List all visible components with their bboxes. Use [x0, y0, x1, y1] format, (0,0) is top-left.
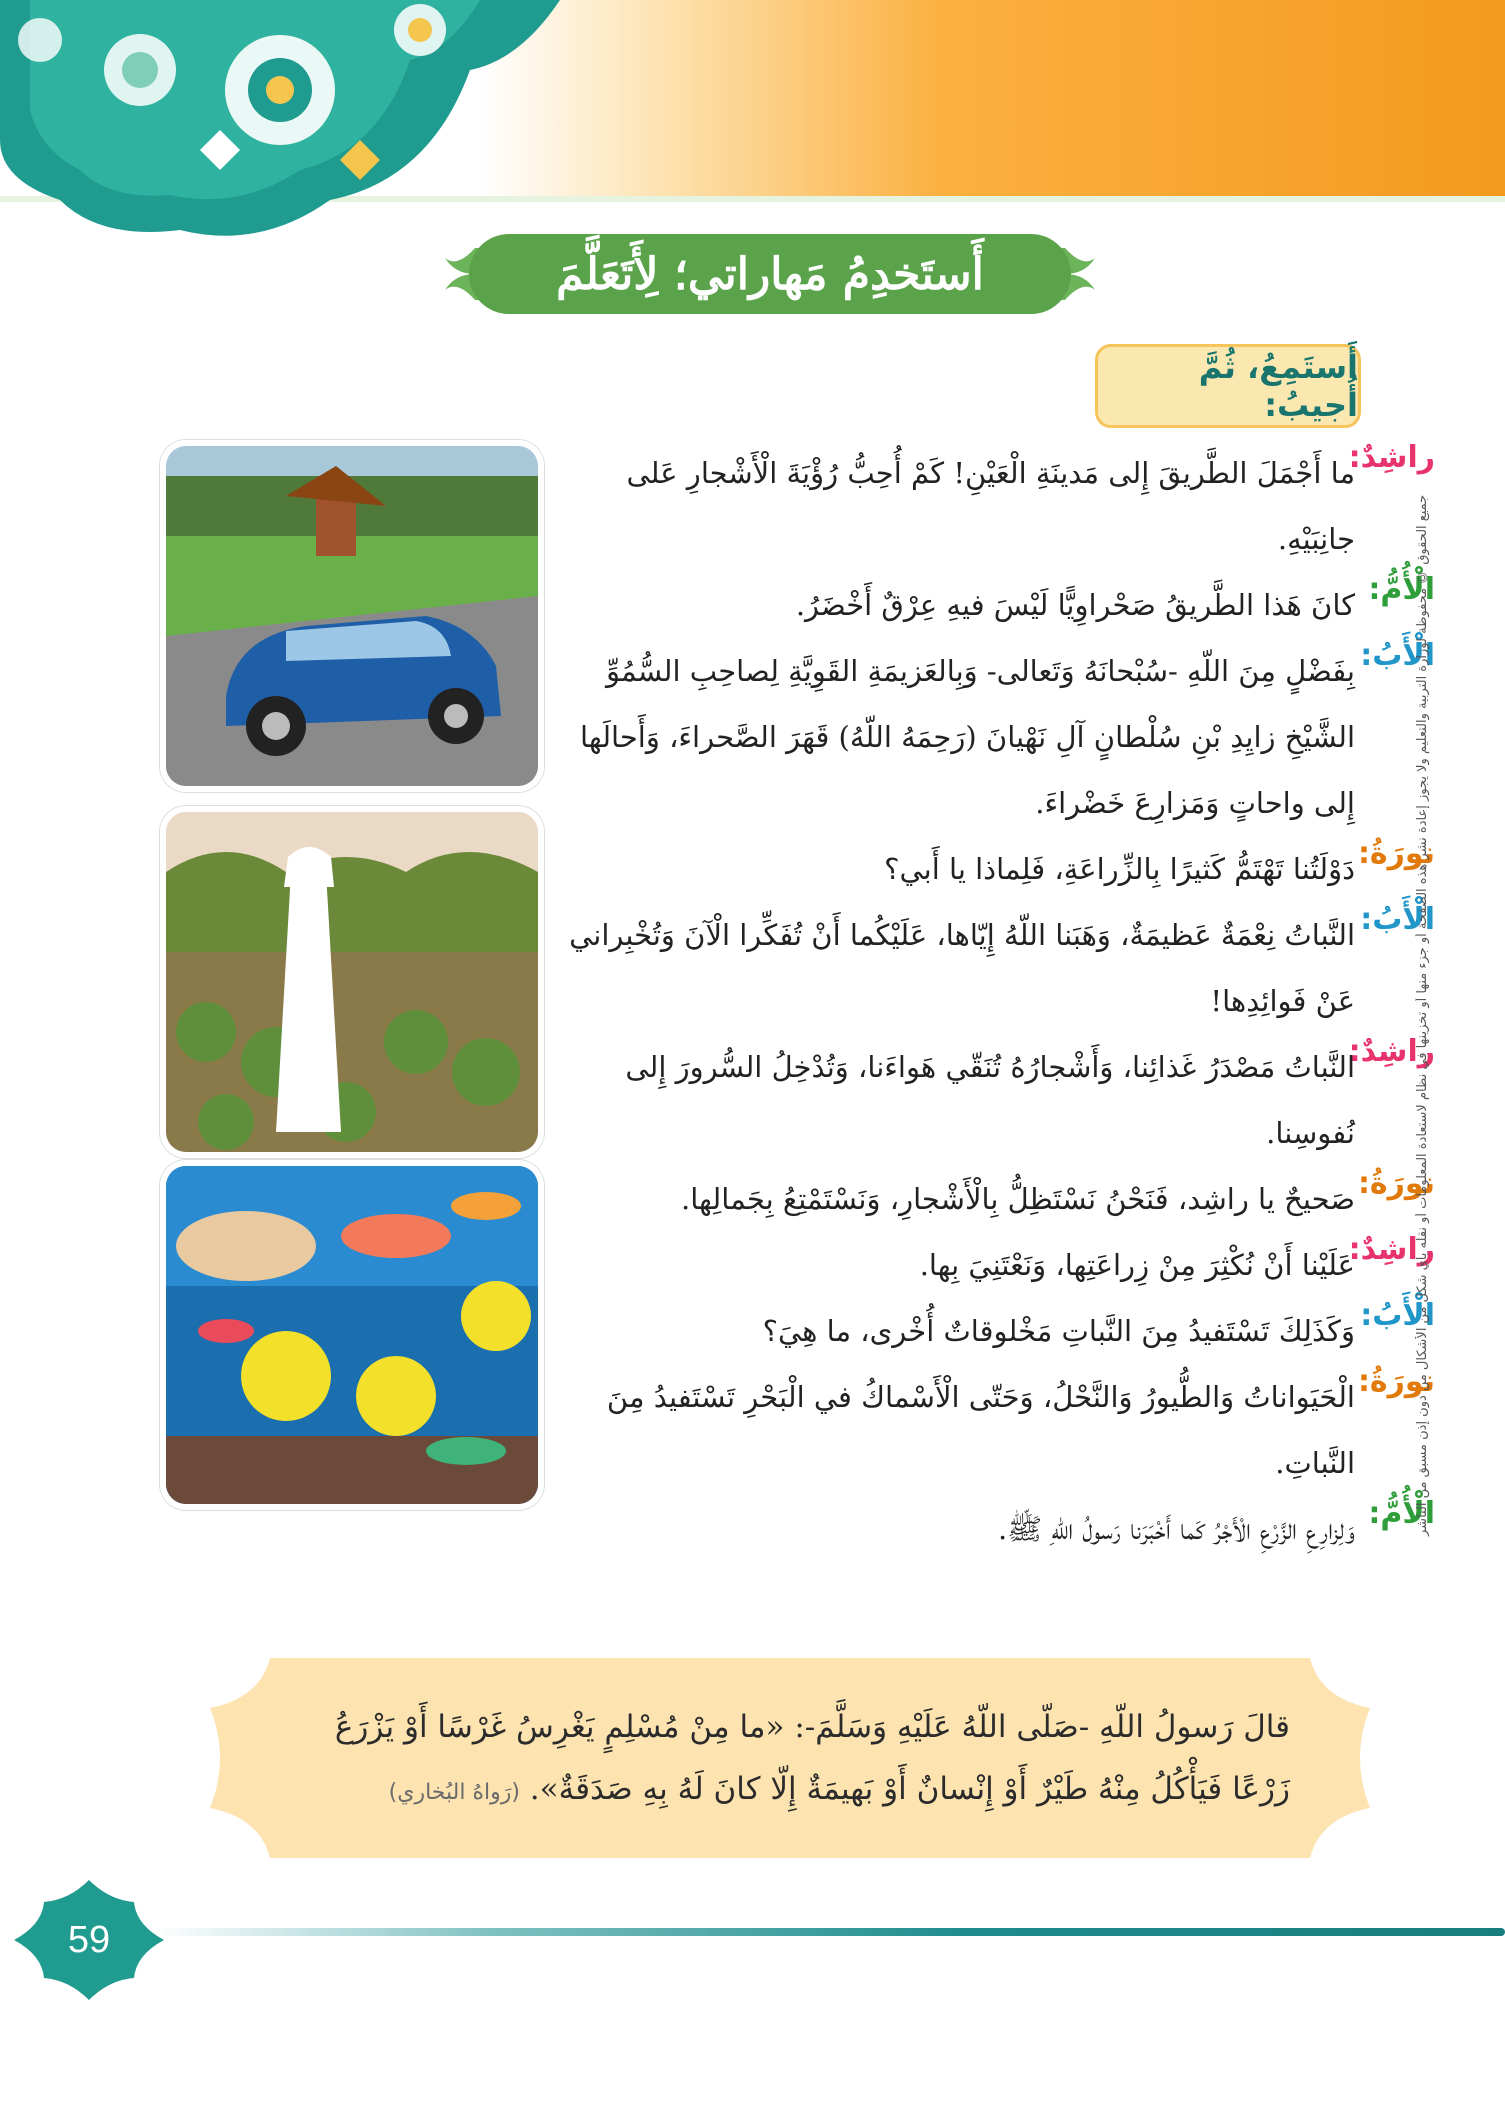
footer-divider [155, 1928, 1505, 1936]
speech-text: وَكَذَلِكَ تَسْتَفيدُ مِنَ النَّباتِ مَخْلوقاتٌ أُخْرى، ما هِيَ؟ [762, 1314, 1355, 1348]
dialogue-line [545, 836, 1435, 902]
speech-text: النَّباتُ مَصْدَرُ غَذائِنا، وَأَشْجارُهُ تُنَقّي هَواءَنا، وَتُدْخِلُ السُّرورَ إِلى نُفوسِنا. [625, 1050, 1355, 1150]
speech-text: ما أَجْمَلَ الطَّريقَ إِلى مَدينَةِ الْعَيْنِ! كَمْ أُحِبُّ رُؤْيَةَ الْأَشْجارِ عَلى جانِبَيْهِ. [626, 456, 1355, 556]
dialogue-line [545, 1496, 1435, 1562]
sheikh-zayed-photo [160, 806, 544, 1158]
speech-text: الْحَيَواناتُ وَالطُّيورُ وَالنَّحْلُ، وَحَتّى الْأَسْماكُ في الْبَحْرِ تَسْتَفيدُ مِنَ النَّباتِ. [606, 1380, 1355, 1480]
section-title-banner [445, 228, 1095, 320]
dialogue-line [545, 1166, 1435, 1232]
speaker-label: الْأَبُ: [1360, 1298, 1435, 1333]
instruction-text: أَستَمِعُ، ثُمَّ أُجيبُ: [1198, 348, 1358, 424]
dialogue-line [545, 1034, 1435, 1166]
speech-text: بِفَضْلٍ مِنَ اللّهِ -سُبْحانَهُ وَتَعالى- وَبِالعَزيمَةِ القَوِيَّةِ لِصاحِبِ السُّمُوِّ الشَّيْخِ زايِدِ بْنِ سُلْطانٍ آلِ نَهْيانَ (رَحِمَهُ اللّهُ) قَهَرَ الصَّحراءَ، وَأَحالَها إِلى واحاتٍ وَمَزارِعَ خَضْراءَ. [579, 654, 1355, 820]
speaker-label: راشِدٌ: [1348, 1034, 1435, 1069]
dialogue-line [545, 440, 1435, 572]
copyright-side-note: جميع الحقوق © محفوظة لوزارة التربية والتعليم ولا يجوز إعادة نشر هذه الصفحة أو جزء منها أو تخزينها في نظام لاستعادة المعلومات أو نقله بأي شكل من الأشكال من دون إذن مسبق من الناشر [1415, 494, 1430, 1536]
dialogue-line [545, 572, 1435, 638]
instruction-box [1095, 344, 1361, 428]
speaker-label: نورَةُ: [1357, 836, 1435, 871]
speaker-label: نورَةُ: [1357, 1166, 1435, 1201]
speaker-label: الْأُمُّ: [1368, 1496, 1435, 1531]
dialogue-line [545, 1232, 1435, 1298]
speaker-label: راشِدٌ: [1348, 1232, 1435, 1267]
fish-aquarium-photo [160, 1160, 544, 1510]
speech-text: النَّباتُ نِعْمَةٌ عَظيمَةٌ، وَهَبَنا اللّهُ إِيّاها، عَلَيْكُما أَنْ تُفَكِّرا الْآنَ وَتُخْبِراني عَنْ فَوائِدِها! [569, 918, 1355, 1018]
speaker-label: راشِدٌ: [1348, 440, 1435, 475]
dialogue-line [545, 1298, 1435, 1364]
speaker-label: الْأُمُّ: [1368, 572, 1435, 607]
hadith-source: (رَواهُ البُخاري) [388, 1780, 520, 1805]
islamic-ornament-icon [0, 0, 600, 250]
speech-text: وَلِزارِعِ الزَّرْعِ الْأَجْرُ كَما أَخْبَرَنا رَسولُ اللّهِ ﷺ. [997, 1512, 1355, 1546]
hadith-text: قالَ رَسولُ اللّهِ -صَلّى اللّهُ عَلَيْهِ وَسَلَّمَ-: «ما مِنْ مُسْلِمٍ يَغْرِسُ غَرْسًا أَوْ يَزْرَعُ زَرْعًا فَيَأْكُلُ مِنْهُ طَيْرٌ أَوْ إِنْسانٌ أَوْ بَهيمَةٌ إِلّا كانَ لَهُ بِهِ صَدَقَةٌ». [334, 1709, 1290, 1807]
speech-text: دَوْلَتُنا تَهْتَمُّ كَثيرًا بِالزِّراعَةِ، فَلِماذا يا أَبي؟ [884, 852, 1355, 886]
page-number: 59 [67, 1918, 111, 1961]
dialogue-panel [545, 440, 1435, 1562]
car-road-photo [160, 440, 544, 792]
hadith-box [210, 1658, 1370, 1858]
header-band [480, 0, 1505, 196]
dialogue-line [545, 638, 1435, 836]
speech-text: كانَ هَذا الطَّريقُ صَحْراوِيًّا لَيْسَ فيهِ عِرْقٌ أَخْضَرُ. [795, 588, 1355, 622]
speech-text: عَلَيْنا أَنْ نُكْثِرَ مِنْ زِراعَتِها، وَنَعْتَنِيَ بِها. [919, 1248, 1355, 1282]
dialogue-line [545, 902, 1435, 1034]
dialogue-line [545, 1364, 1435, 1496]
page-title: أَستَخدِمُ مَهاراتي؛ لِأَتَعَلَّمَ [556, 248, 984, 300]
speaker-label: نورَةُ: [1357, 1364, 1435, 1399]
hadith-text-block [300, 1696, 1290, 1824]
speech-text: صَحيحٌ يا راشِد، فَنَحْنُ نَسْتَظِلُّ بِالْأَشْجارِ، وَنَسْتَمْتِعُ بِجَمالِها. [680, 1182, 1355, 1216]
speaker-label: الْأَبُ: [1360, 638, 1435, 673]
speaker-label: الْأَبُ: [1360, 902, 1435, 937]
